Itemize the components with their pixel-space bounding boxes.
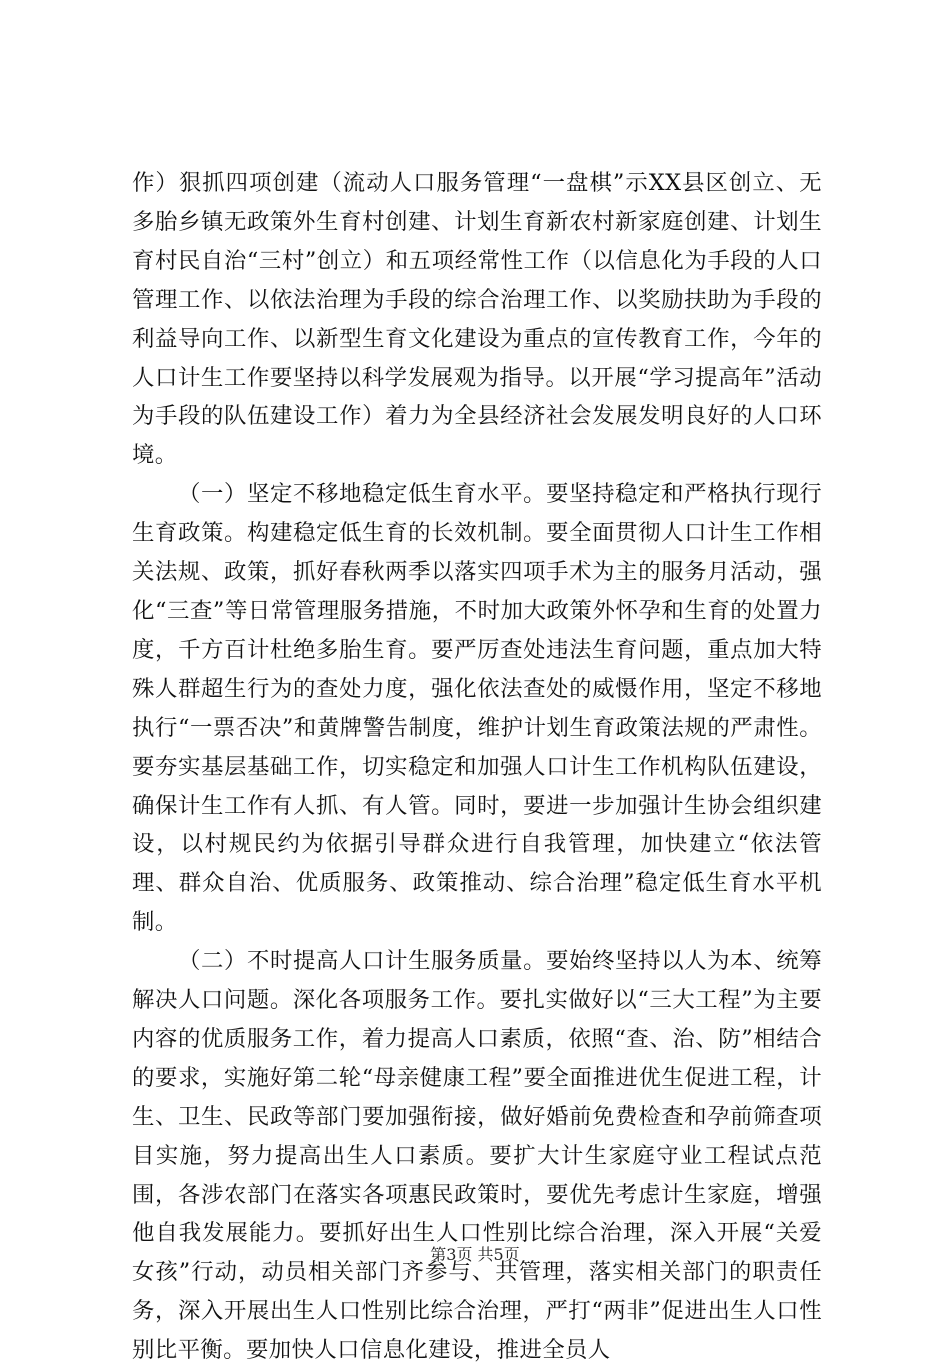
page-number-label: 第3页 共5页 bbox=[430, 1245, 520, 1264]
paragraph-section-one: （一）坚定不移地稳定低生育水平。要坚持稳定和严格执行现行生育政策。构建稳定低生育的长效机制。要全面贯彻人口计生工作相关法规、政策，抓好春秋两季以落实四项手术为主的服务月活动，强化“三查”等日常管理服务措施，不时加大政策外怀孕和生育的处置力度，千方百计杜绝多胎生育。要严厉查处违法生育问题，重点加大特殊人群超生行为的查处力度，强化依法查处的威慑作用，坚定不移地执行“一票否决”和黄牌警告制度，维护计划生育政策法规的严肃性。要夯实基层基础工作，切实稳定和加强人口计生工作机构队伍建设，确保计生工作有人抓、有人管。同时，要进一步加强计生协会组织建设，以村规民约为依据引导群众进行自我管理，加快建立“依法管理、群众自治、优质服务、政策推动、综合治理”稳定低生育水平机制。 bbox=[132, 481, 822, 936]
paragraph-section-two: （二）不时提高人口计生服务质量。要始终坚持以人为本、统筹解决人口问题。深化各项服务工作。要扎实做好以“三大工程”为主要内容的优质服务工作，着力提高人口素质，依照“查、治、防”相结合的要求，实施好第二轮“母亲健康工程”要全面推进优生促进工程，计生、卫生、民政等部门要加强衔接，做好婚前免费检查和孕前筛查项目实施，努力提高出生人口素质。要扩大计生家庭守业工程试点范围，各涉农部门在落实各项惠民政策时，要优先考虑计生家庭，增强他自我发展能力。要抓好出生人口性别比综合治理，深入开展“关爱女孩”行动，动员相关部门齐参与、共管理，落实相关部门的职责任务，深入开展出生人口性别比综合治理，严打“两非”促进出生人口性别比平衡。要加快人口信息化建设，推进全员人 bbox=[132, 948, 822, 1364]
page-footer bbox=[0, 1245, 950, 1265]
paragraph-continuation: 作）狠抓四项创建（流动人口服务管理“一盘棋”示XX县区创立、无多胎乡镇无政策外生育村创建、计划生育新农村新家庭创建、计划生育村民自治“三村”创立）和五项经常性工作（以信息化为手段的人口管理工作、以依法治理为手段的综合治理工作、以奖励扶助为手段的利益导向工作、以新型生育文化建设为重点的宣传教育工作，今年的人口计生工作要坚持以科学发展观为指导。以开展“学习提高年”活动为手段的队伍建设工作）着力为全县经济社会发展发明良好的人口环境。 bbox=[132, 170, 822, 469]
document-body bbox=[132, 164, 822, 1370]
